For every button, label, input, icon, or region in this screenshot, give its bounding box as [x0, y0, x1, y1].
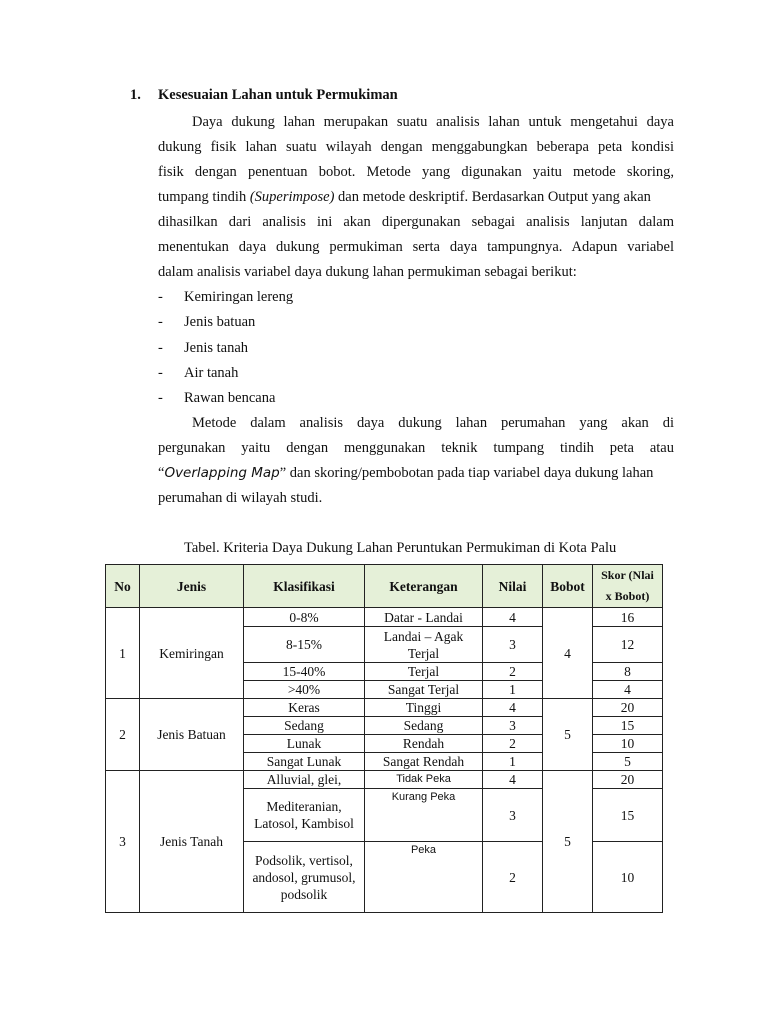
cell-skor: 4 — [593, 681, 663, 699]
overlapping-map-term: Overlapping Map — [164, 465, 280, 481]
cell-skor: 5 — [593, 753, 663, 771]
bullet-dash: - — [158, 390, 163, 406]
bullet-dash: - — [158, 365, 163, 381]
cell-klasifikasi: Alluvial, glei, — [244, 771, 365, 789]
header-jenis: Jenis — [140, 565, 244, 608]
paragraph-1-line-6: menentukan daya dukung permukiman serta daya tampungnya. Adapun variabel — [158, 239, 674, 255]
cell-keterangan: Landai – Agak Terjal — [365, 627, 483, 663]
header-nilai: Nilai — [483, 565, 543, 608]
cell-keterangan: Rendah — [365, 735, 483, 753]
cell-no: 1 — [106, 608, 140, 699]
paragraph-1-line-5: dihasilkan dari analisis ini akan dipergunakan sebagai analisis lanjutan dalam — [158, 214, 674, 230]
cell-klasifikasi: 0-8% — [244, 608, 365, 627]
paragraph-2-line-3: “Overlapping Map” dan skoring/pembobotan pada tiap variabel daya dukung lahan — [158, 465, 654, 481]
paragraph-1-line-1: Daya dukung lahan merupakan suatu analisis lahan untuk mengetahui daya — [192, 114, 674, 130]
cell-keterangan: Peka — [365, 842, 483, 913]
cell-klasifikasi: 8-15% — [244, 627, 365, 663]
cell-keterangan: Terjal — [365, 663, 483, 681]
cell-jenis: Jenis Tanah — [140, 771, 244, 913]
table-row — [106, 608, 663, 627]
cell-klasifikasi: 15-40% — [244, 663, 365, 681]
header-skor: Skor (Nlai x Bobot) — [593, 565, 663, 608]
cell-keterangan: Tidak Peka — [365, 771, 483, 789]
header-keterangan: Keterangan — [365, 565, 483, 608]
header-bobot: Bobot — [543, 565, 593, 608]
cell-klasifikasi: Sedang — [244, 717, 365, 735]
cell-keterangan: Tinggi — [365, 699, 483, 717]
cell-nilai: 2 — [483, 663, 543, 681]
cell-skor: 20 — [593, 699, 663, 717]
cell-klasifikasi: Mediteranian, Latosol, Kambisol — [244, 789, 365, 842]
cell-skor: 15 — [593, 717, 663, 735]
cell-nilai: 3 — [483, 789, 543, 842]
cell-jenis: Jenis Batuan — [140, 699, 244, 771]
cell-nilai: 2 — [483, 842, 543, 913]
table-row — [106, 771, 663, 789]
paragraph-1-line-3: fisik dengan penentuan bobot. Metode yang digunakan yaitu metode skoring, — [158, 164, 674, 180]
cell-klasifikasi: Lunak — [244, 735, 365, 753]
cell-no: 2 — [106, 699, 140, 771]
bullet-dash: - — [158, 340, 163, 356]
document-page: 1. Kesesuaian Lahan untuk Permukiman Daya dukung lahan merupakan suatu analisis lahan untuk mengetahui daya dukung fisik lahan suatu wilayah dengan menggabungkan beberapa peta kondisi fisik dengan penentuan bobot. Metode yang digunakan yaitu metode skoring, tumpang tindih (Superimpose) dan metode deskriptif. Berdasarkan Output yang akan dihasilkan dari analisis ini akan dipergunakan sebagai analisis lanjutan dalam menentukan daya dukung permukiman serta daya tampungnya. Adapun variabel dalam analisis variabel daya dukung lahan permukiman sebagai berikut: - Kemiringan lereng - Jenis batuan - Jenis tanah - Air tanah - Rawan bencana Metode dalam analisis daya dukung lahan perumahan yang akan di pergunakan yaitu dengan menggunakan teknik tumpang tindih peta atau “Overlapping Map” dan skoring/pembobotan pada tiap variabel daya dukung lahan perumahan di wilayah studi. Tabel. Kriteria Daya Dukung Lahan Peruntukan Permukiman di Kota Palu No Jenis Klasifikasi Keterangan Nilai Bobot Skor (Nlai x Bobot) 1 Kemiringan 0-8% Datar - Landai 4 4 16 8-15% Landai – Agak Terjal 3 12 15-40% Terjal 2 8 >40% Sangat Terjal 1 4 2 Jenis Batuan Keras Tinggi 4 5 20 Sedang Sedang 3 15 Lunak Rendah 2 10 Sangat Lunak Sangat Rendah 1 5 3 Jenis Tanah Alluvial, glei, Tidak Peka 4 5 20 Mediteranian, Latosol, Kambisol Kurang Peka 3 15 Podsolik, vertisol, andosol, grumusol, podsolik Peka 2 10 — [0, 0, 768, 1024]
paragraph-1-line-4: tumpang tindih (Superimpose) dan metode deskriptif. Berdasarkan Output yang akan — [158, 189, 651, 205]
cell-klasifikasi: Podsolik, vertisol, andosol, grumusol, podsolik — [244, 842, 365, 913]
cell-no: 3 — [106, 771, 140, 913]
cell-keterangan: Datar - Landai — [365, 608, 483, 627]
cell-nilai: 1 — [483, 681, 543, 699]
header-klasifikasi: Klasifikasi — [244, 565, 365, 608]
cell-bobot: 5 — [543, 771, 593, 913]
cell-keterangan: Sangat Rendah — [365, 753, 483, 771]
cell-nilai: 4 — [483, 608, 543, 627]
cell-nilai: 3 — [483, 717, 543, 735]
cell-bobot: 4 — [543, 608, 593, 699]
section-number: 1. — [130, 87, 141, 103]
bullet-dash: - — [158, 314, 163, 330]
cell-skor: 10 — [593, 735, 663, 753]
cell-jenis: Kemiringan — [140, 608, 244, 699]
cell-skor: 10 — [593, 842, 663, 913]
paragraph-2-line-1: Metode dalam analisis daya dukung lahan perumahan yang akan di — [192, 415, 674, 431]
cell-nilai: 4 — [483, 771, 543, 789]
cell-skor: 15 — [593, 789, 663, 842]
cell-klasifikasi: Keras — [244, 699, 365, 717]
paragraph-1-line-7: dalam analisis variabel daya dukung lahan permukiman sebagai berikut: — [158, 264, 577, 280]
cell-skor: 12 — [593, 627, 663, 663]
cell-skor: 16 — [593, 608, 663, 627]
table-row — [106, 699, 663, 717]
cell-skor: 20 — [593, 771, 663, 789]
cell-klasifikasi: >40% — [244, 681, 365, 699]
superimpose-term: (Superimpose) — [249, 189, 335, 205]
cell-skor: 8 — [593, 663, 663, 681]
cell-keterangan: Sedang — [365, 717, 483, 735]
cell-nilai: 3 — [483, 627, 543, 663]
header-no: No — [106, 565, 140, 608]
cell-nilai: 4 — [483, 699, 543, 717]
cell-keterangan: Sangat Terjal — [365, 681, 483, 699]
paragraph-1-line-2: dukung fisik lahan suatu wilayah dengan menggabungkan beberapa peta kondisi — [158, 139, 674, 155]
section-title: Kesesuaian Lahan untuk Permukiman — [158, 87, 398, 103]
cell-nilai: 2 — [483, 735, 543, 753]
paragraph-2-line-4: perumahan di wilayah studi. — [158, 490, 323, 506]
cell-bobot: 5 — [543, 699, 593, 771]
bullet-dash: - — [158, 289, 163, 305]
cell-keterangan: Kurang Peka — [365, 789, 483, 842]
cell-klasifikasi: Sangat Lunak — [244, 753, 365, 771]
criteria-table — [105, 564, 663, 913]
paragraph-2-line-2: pergunakan yaitu dengan menggunakan teknik tumpang tindih peta atau — [158, 440, 674, 456]
table-caption: Tabel. Kriteria Daya Dukung Lahan Peruntukan Permukiman di Kota Palu — [184, 540, 617, 556]
table-header-row — [106, 565, 663, 608]
cell-nilai: 1 — [483, 753, 543, 771]
